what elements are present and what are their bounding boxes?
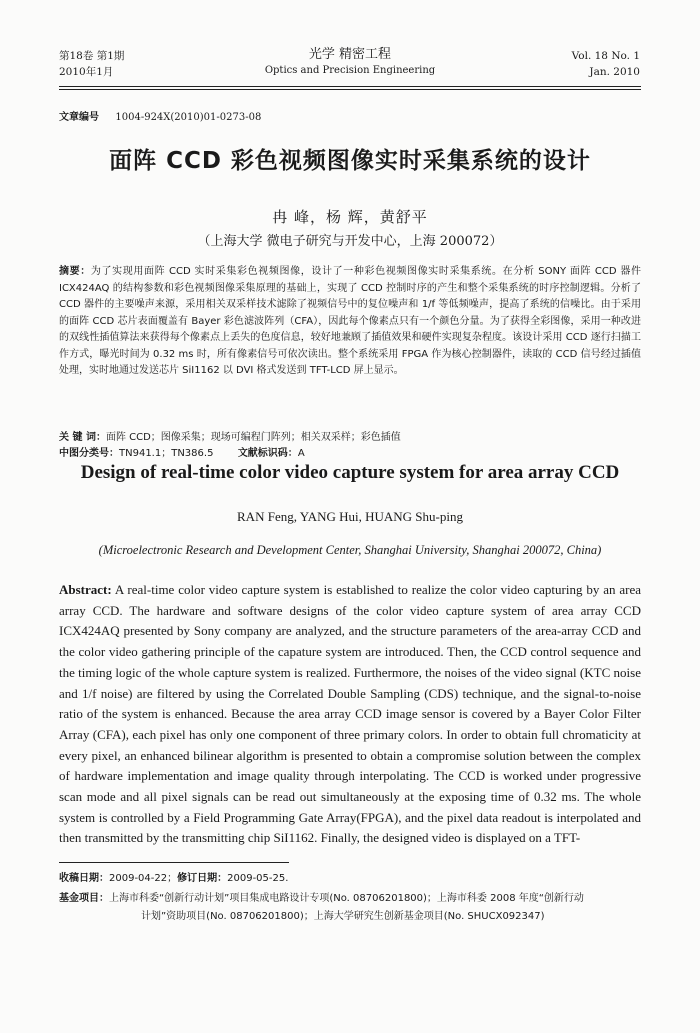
title-cn: 面阵 CCD 彩色视频图像实时采集系统的设计 xyxy=(109,148,591,174)
header-rule-bottom xyxy=(59,89,641,90)
doc-code-label: 文献标识码： xyxy=(237,448,298,459)
classification-line xyxy=(59,446,641,462)
affiliation-en: (Microelectronic Research and Development Center, Shanghai University, Shanghai 200072, China) xyxy=(98,543,602,557)
header-center xyxy=(200,46,500,78)
journal-name-cn: 光学 精密工程 xyxy=(308,47,392,62)
footnote-rule xyxy=(59,862,289,863)
abstract-cn-label: 摘要： xyxy=(59,266,91,277)
header-right xyxy=(572,48,640,80)
class-number-label: 中图分类号： xyxy=(59,448,119,459)
volume-cn: 第18卷 第1期 xyxy=(59,50,125,62)
footnote-dates xyxy=(59,870,641,888)
volume-en: Vol. 18 No. 1 xyxy=(571,50,640,62)
footnote-fund xyxy=(59,890,641,908)
footnote-fund-continued: 计划”资助项目(No. 08706201800)；上海大学研究生创新基金项目(No. SHUCX092347) xyxy=(141,911,545,922)
header-left xyxy=(59,48,124,80)
fund-line-1: 上海市科委“创新行动计划”项目集成电路设计专项(No. 08706201800)；上海市科委 2008 年度“创新行动 xyxy=(109,893,584,904)
date-cn: 2010年1月 xyxy=(59,66,114,78)
class-number-value: TN941.1；TN386.5 xyxy=(119,448,214,459)
date-en: Jan. 2010 xyxy=(589,66,640,78)
article-number-value: 1004-924X(2010)01-0273-08 xyxy=(115,112,262,123)
abstract-en-label: Abstract: xyxy=(59,582,112,597)
title-en: Design of real-time color video capture system for area array CCD xyxy=(80,462,620,483)
revised-label: 修订日期： xyxy=(177,873,228,884)
abstract-cn xyxy=(59,264,641,380)
header-rule-top xyxy=(59,86,641,87)
article-number-label: 文章编号 xyxy=(59,112,99,123)
abstract-en xyxy=(59,580,641,849)
keywords-cn xyxy=(59,430,641,446)
received-value: 2009-04-22； xyxy=(109,873,178,884)
doc-code-value: A xyxy=(297,448,305,459)
authors-cn: 冉 峰，杨 辉，黄舒平 xyxy=(272,208,428,226)
journal-name-en: Optics and Precision Engineering xyxy=(264,65,436,76)
article-number xyxy=(59,108,261,123)
keywords-cn-label: 关 键 词： xyxy=(59,432,106,443)
fund-label: 基金项目： xyxy=(59,893,109,904)
authors-en: RAN Feng, YANG Hui, HUANG Shu-ping xyxy=(237,509,463,524)
abstract-en-text: A real-time color video capture system is established to realize the color video capturing by an area array CCD. The hardware and software designs of the color video capture system of area array CCD ICX424AQ presented by Sony company are analyzed, and the structure parameters of the area-array CCD and the color video gathering principle of the capature system are introduced. Then, the CCD control sequence and the timing logic of the whole capture system is realized. Furthermore, the noises of the video signal (KTC noise and 1/f noise) are filtered by using the Correlated Double Sampling (CDS) technique, and the signal-to-noise ratio of the system is enhanced. Because the area array CCD image sensor is covered by a Bayer Color Filter Array (CFA), each pixel has only one component of three primary colors. In order to obtain full chromaticity at every pixel, an enhanced bilinear algorithm is presented to obtain a compromise solution between the complex of hardware implementation and image quality through interpolating. The CCD is worked under progressive scan mode and all pixel signals can be read out simultaneously at the exposing time of 0.32 ms. The whole system is controlled by a Field Programming Gate Array(FPGA), and the pixel data readout is interpolated and then transmitted by the transmitting chip SiI1162. Finally, the designed video is displayed on a TFT- xyxy=(59,582,641,846)
received-label: 收稿日期： xyxy=(59,873,109,884)
affiliation-cn: （上海大学 微电子研究与开发中心，上海 200072） xyxy=(197,234,503,249)
revised-value: 2009-05-25. xyxy=(227,873,289,884)
keywords-cn-text: 面阵 CCD；图像采集；现场可编程门阵列；相关双采样；彩色插值 xyxy=(105,432,401,443)
abstract-cn-text: 为了实现用面阵 CCD 实时采集彩色视频图像，设计了一种彩色视频图像实时采集系统。在分析 SONY 面阵 CCD 器件 ICX424AQ 的结构参数和彩色视频图像采集原理的基础上，实现了 CCD 控制时序的产生和整个采集系统的时序控制逻辑。分析了 CCD 器件的主要噪声来源，采用相关双采样技术滤除了视频信号中的复位噪声和 1/f 等低频噪声，提高了系统的信噪比。由于采用的面阵 CCD 芯片表面覆盖有 Bayer 彩色滤波阵列（CFA），因此每个像素点只有一个颜色分量。为了获得全彩图像，采用一种改进的双线性插值算法来获得每个像素点上丢失的色度信息，较好地兼顾了插值效果和硬件实现复杂程度。该设计采用 CCD 逐行扫描工作方式，曝光时间为 0.32 ms 时，所有像素信号可依次读出。整个系统采用 FPGA 作为核心控制器件，读取的 CCD 信号经过插值处理，实时地通过发送芯片 SiI1162 以 DVI 格式发送到 TFT-LCD 屏上显示。 xyxy=(59,266,641,376)
